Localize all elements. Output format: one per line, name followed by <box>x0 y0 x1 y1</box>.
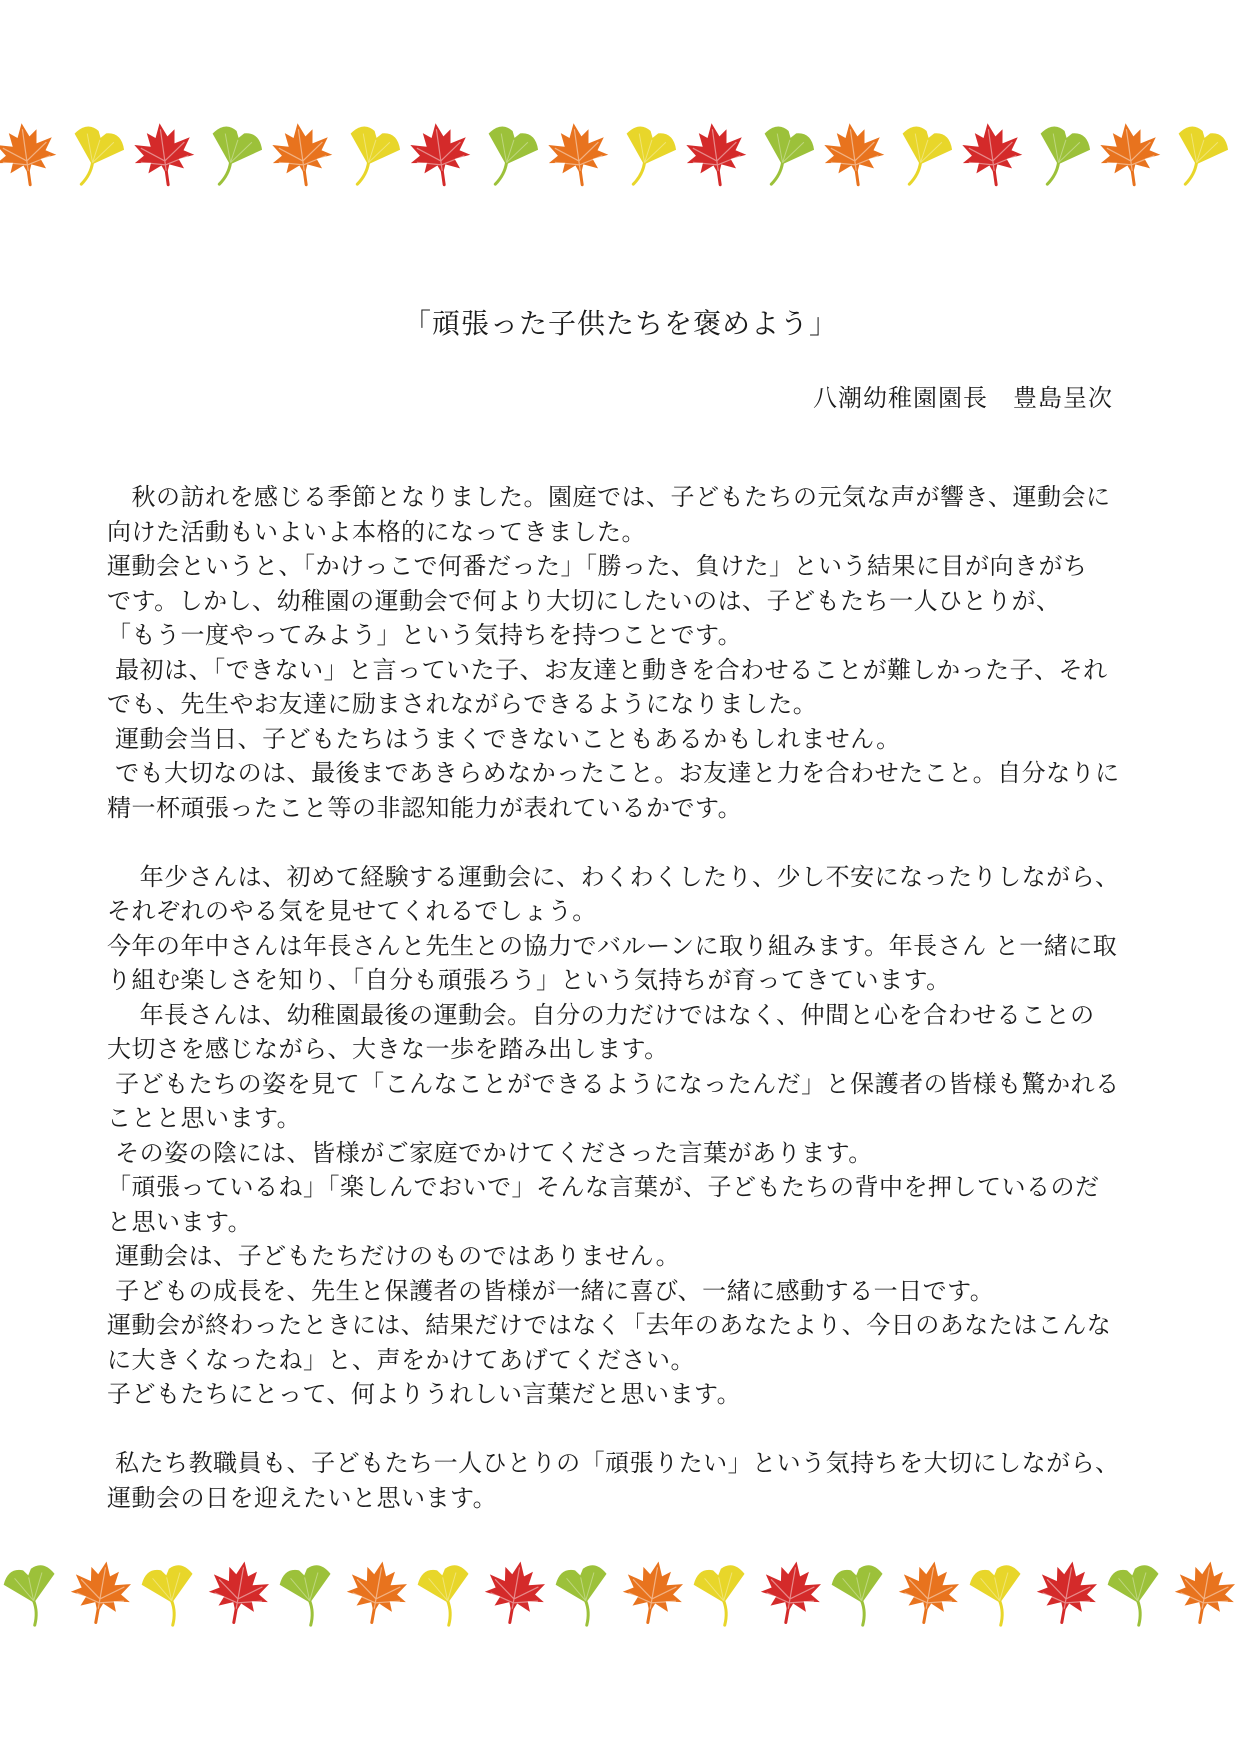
maple-leaf-icon <box>820 119 888 189</box>
maple-leaf-icon <box>0 119 60 189</box>
body-line: 運動会当日、子どもたちはうまくできないこともあるかもしれません。 <box>107 724 901 753</box>
body-line: 「もう一度やってみよう」という気持ちを持つことです。 <box>107 621 743 649</box>
ginkgo-leaf-icon <box>277 1563 340 1630</box>
body-line: ことと思います。 <box>107 1104 302 1132</box>
ginkgo-leaf-icon <box>60 123 127 194</box>
body-line: り組む楽しさを知り、「自分も頑張ろう」という気持ちが育ってきています。 <box>107 966 951 994</box>
leaf-border-top <box>0 115 1241 195</box>
maple-leaf-icon <box>1170 1556 1240 1627</box>
maple-leaf-icon <box>342 1556 412 1627</box>
ginkgo-leaf-icon <box>1105 1563 1168 1630</box>
ginkgo-leaf-icon <box>750 123 817 194</box>
maple-leaf-icon <box>894 1556 964 1627</box>
body-line: 子どもの成長を、先生と保護者の皆様が一緒に喜び、一緒に感動する一日です。 <box>107 1276 995 1305</box>
maple-leaf-icon <box>618 1556 688 1627</box>
body-line: 秋の訪れを感じる季節となりました。園庭では、子どもたちの元気な声が響き、運動会に <box>107 483 1111 511</box>
body-line: 運動会というと、「かけっこで何番だった」「勝った、負けた」という結果に目が向きがち <box>107 552 1088 580</box>
body-line <box>107 1412 1147 1447</box>
ginkgo-leaf-icon <box>336 123 403 194</box>
maple-leaf-icon <box>66 1556 136 1627</box>
body-line: と思います。 <box>107 1207 253 1236</box>
body-line: です。しかし、幼稚園の運動会で何より大切にしたいのは、子どもたち一人ひとりが、 <box>107 586 1061 615</box>
body-line: 大切さを感じながら、大きな一歩を踏み出します。 <box>107 1035 669 1063</box>
maple-leaf-icon <box>1096 119 1164 189</box>
ginkgo-leaf-icon <box>415 1563 478 1630</box>
ginkgo-leaf-icon <box>553 1563 616 1630</box>
ginkgo-leaf-icon <box>967 1563 1030 1630</box>
maple-leaf-icon <box>204 1556 274 1627</box>
maple-leaf-icon <box>480 1556 550 1627</box>
body-line: それぞれのやる気を見せてくれるでしょう。 <box>107 897 597 925</box>
maple-leaf-icon <box>682 119 750 189</box>
body-line: 精一杯頑張ったこと等の非認知能力が表れているかです。 <box>107 793 743 822</box>
maple-leaf-icon <box>406 119 474 189</box>
ginkgo-leaf-icon <box>1164 123 1231 194</box>
body-line: 運動会は、子どもたちだけのものではありません。 <box>107 1242 681 1270</box>
ginkgo-leaf-icon <box>1026 123 1093 194</box>
ginkgo-leaf-icon <box>1 1563 64 1630</box>
body-line: その姿の陰には、皆様がご家庭でかけてくださった言葉があります。 <box>107 1138 873 1167</box>
ginkgo-leaf-icon <box>198 123 265 194</box>
ginkgo-leaf-icon <box>691 1563 754 1630</box>
body-line: 私たち教職員も、子どもたち一人ひとりの「頑張りたい」という気持ちを大切にしながら、 <box>107 1449 1120 1477</box>
ginkgo-leaf-icon <box>888 123 955 194</box>
leaf-border-top-svg <box>0 115 1241 195</box>
body-line <box>107 825 1147 860</box>
page-title: 「頑張った子供たちを褒めよう」 <box>402 307 838 340</box>
author-signature: 八潮幼稚園園長 豊島呈次 <box>813 384 1113 412</box>
body-line: でも大切なのは、最後まであきらめなかったこと。お友達と力を合わせたこと。自分なりに <box>107 759 1120 787</box>
body-line: 「頑張っているね」「楽しんでおいで」そんな言葉が、子どもたちの背中を押しているのだ <box>107 1173 1100 1201</box>
leaf-border-bottom-svg <box>0 1553 1241 1633</box>
ginkgo-leaf-icon <box>474 123 541 194</box>
body-line: 年少さんは、初めて経験する運動会に、わくわくしたり、少し不安になったりしながら、 <box>107 862 1120 891</box>
body-line: 運動会が終わったときには、結果だけではなく「去年のあなたより、今日のあなたはこんな <box>107 1311 1112 1339</box>
maple-leaf-icon <box>958 119 1026 189</box>
body-text <box>107 480 1147 1515</box>
body-line: でも、先生やお友達に励まされながらできるようになりました。 <box>107 690 818 718</box>
ginkgo-leaf-icon <box>829 1563 892 1630</box>
body-line: 子どもたちにとって、何よりうれしい言葉だと思います。 <box>107 1380 742 1408</box>
body-line: 子どもたちの姿を見て「こんなことができるようになったんだ」と保護者の皆様も驚かれる <box>107 1069 1120 1098</box>
ginkgo-leaf-icon <box>139 1563 202 1630</box>
body-line: に大きくなったね」と、声をかけてあげてください。 <box>107 1345 695 1374</box>
maple-leaf-icon <box>268 119 336 189</box>
body-line: 最初は、「できない」と言っていた子、お友達と動きを合わせることが難しかった子、それ <box>107 655 1108 684</box>
maple-leaf-icon <box>130 119 198 189</box>
body-line: 今年の年中さんは年長さんと先生との協力でバルーンに取り組みます。年長さん と一緒に取 <box>107 931 1118 960</box>
leaf-border-bottom <box>0 1553 1241 1633</box>
body-line: 向けた活動もいよいよ本格的になってきました。 <box>107 517 646 546</box>
maple-leaf-icon <box>756 1556 826 1627</box>
maple-leaf-icon <box>544 119 612 189</box>
body-line: 年長さんは、幼稚園最後の運動会。自分の力だけではなく、仲間と心を合わせることの <box>107 1000 1095 1029</box>
ginkgo-leaf-icon <box>612 123 679 194</box>
maple-leaf-icon <box>1032 1556 1102 1627</box>
body-line: 運動会の日を迎えたいと思います。 <box>107 1483 498 1512</box>
